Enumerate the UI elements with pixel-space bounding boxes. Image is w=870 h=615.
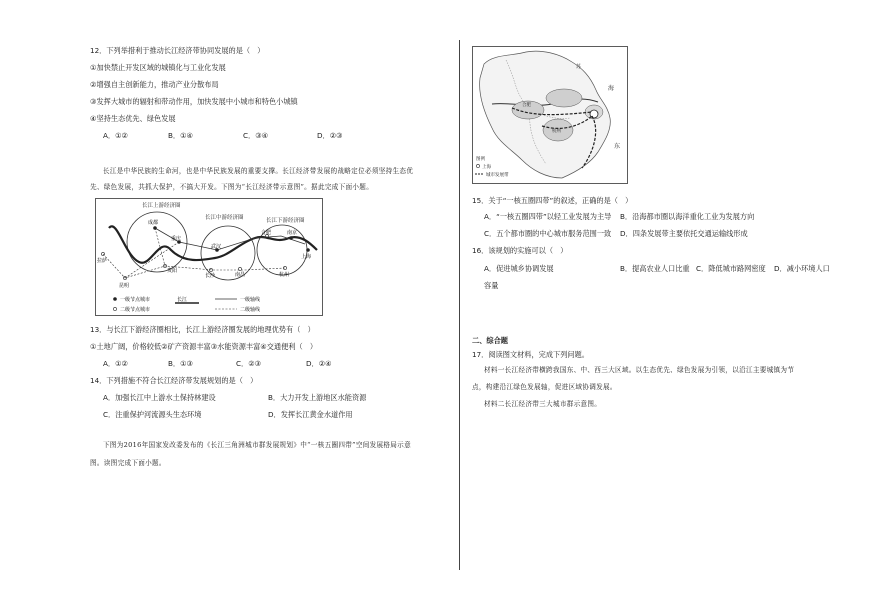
city-nanchang: 南昌 [235,272,246,278]
q15-stem: 15．关于“一核五圈四带”的叙述，正确的是（ ） [472,196,633,205]
q15-choice-a[interactable]: A．“一核五圈四带”以轻工业发展为主导 [484,212,612,221]
middle-circle-label: 长江中游经济圈 [205,215,244,221]
intro1-line1: 长江是中华民族的生命河，也是中华民族发展的重要支撑。长江经济带发展的战略定位必须坚持生态优 [103,167,414,175]
city-chongqing: 重庆 [171,236,182,242]
map-label-hangzhou: 杭州 [552,129,561,134]
yangtze-belt-diagram [95,198,323,316]
map-legend-title: 图例 [476,157,485,162]
q13-choice-b[interactable]: B．①③ [168,359,194,368]
column-divider [459,40,460,570]
q17-material1-line1: 材料一长江经济带横跨我国东、中、西三大区域。以生态优先、绿色发展为引领，以沿江主要城镇为节 [484,366,795,374]
q13-choice-c[interactable]: C．②③ [236,359,262,368]
q16-choice-c[interactable]: C．降低城市路网密度 [696,264,766,273]
map-legend-shanghai: 上海 [482,165,491,170]
city-changsha: 长沙 [205,273,216,279]
city-hangzhou: 杭州 [279,272,290,278]
map-label-sea: 海 [608,85,615,92]
city-nanjing: 南京 [287,230,298,236]
q12-stem: 12．下列举措利于推动长江经济带协同发展的是（ ） [90,46,265,55]
q17-material2: 材料二长江经济带三大城市群示意图。 [484,400,602,408]
city-hefei: 合肥 [261,230,272,236]
q15-choice-b[interactable]: B．沿海都市圈以海洋重化工业为发展方向 [620,212,755,221]
q12-choice-d[interactable]: D．②③ [317,131,343,140]
q15-choice-c[interactable]: C．五个都市圈的中心城市服务范围一致 [484,229,612,238]
map-label-east: 东 [614,143,621,150]
legend-river: 长江 [177,297,188,303]
q13-options: ①土地广阔，价格较低②矿产资源丰富③水能资源丰富④交通便利（ ） [90,342,318,351]
upper-circle-label: 长江上游经济圈 [142,203,181,209]
intro1-line2: 先、绿色发展，共抓大保护，不搞大开发。下图为“长江经济带示意图”。据此完成下面小题。 [90,183,374,191]
map-legend-belt: 城市发展带 [486,173,509,178]
yangtze-delta-map [472,46,628,184]
q12-option-3: ③发挥大城市的辐射和带动作用，加快发展中小城市和特色小城镇 [90,97,298,106]
city-lasa: 拉萨 [97,258,108,264]
q13-choice-d[interactable]: D．②④ [306,359,332,368]
legend-first-axis: 一级轴线 [240,297,261,303]
city-wuhan: 武汉 [211,244,222,250]
q14-choice-a[interactable]: A．加强长江中上游水土保持林建设 [103,393,216,402]
city-chengdu: 成都 [148,220,159,226]
q16-stem: 16．该规划的实施可以（ ） [472,246,568,255]
legend-second-axis: 二级轴线 [240,307,261,313]
city-guiyang: 贵阳 [167,268,178,274]
q12-choice-a[interactable]: A．①② [103,131,128,140]
q17-stem: 17．阅读图文材料，完成下列问题。 [472,350,589,359]
q14-choice-d[interactable]: D．发挥长江黄金水道作用 [268,410,353,419]
city-shanghai: 上海 [301,254,312,260]
q17-material1-line2: 点，构建沿江绿色发展轴，促进区域协调发展。 [472,383,617,391]
q13-choice-a[interactable]: A．①② [103,359,128,368]
q12-choice-b[interactable]: B．①④ [168,131,194,140]
intro2-line2: 图。读图完成下面小题。 [90,459,166,467]
q12-option-1: ①加快禁止开发区域的城镇化与工业化发展 [90,63,226,72]
map-label-hefei: 合肥 [522,103,531,108]
q12-option-2: ②增强自主创新能力，推动产业分散布局 [90,80,219,89]
city-kunming: 昆明 [119,283,130,289]
q16-choice-b[interactable]: B．提高农业人口比重 [620,264,690,273]
legend-second-level-city: 二级节点城市 [120,307,151,313]
q12-option-4: ④坚持生态优先、绿色发展 [90,114,176,123]
lower-circle-label: 长江下游经济圈 [266,218,305,224]
q14-choice-c[interactable]: C．注重保护河流源头生态环境 [103,410,202,419]
q15-choice-d[interactable]: D．四条发展带主要依托交通运输线形成 [620,229,748,238]
q13-stem: 13．与长江下游经济圈相比，长江上游经济圈发展的地理优势有（ ） [90,325,315,334]
section2-title: 二、综合题 [472,336,508,345]
q14-stem: 14．下列措施不符合长江经济带发展规划的是（ ） [90,376,258,385]
map-label-jiangsu: 苏 [576,64,582,70]
q16-choice-d-cont: 容量 [484,281,499,290]
legend-first-level-city: 一级节点城市 [120,297,151,303]
q16-choice-a[interactable]: A．促进城乡协调发展 [484,264,554,273]
q14-choice-b[interactable]: B．大力开发上游地区水能资源 [268,393,367,402]
q12-choice-c[interactable]: C．③④ [243,131,269,140]
q16-choice-d[interactable]: D．减小环境人口 [774,264,830,273]
intro2-line1: 下图为2016年国家发改委发布的《长江三角洲城市群发展规划》中“一核五圈四带”空间发展格局示意 [103,441,411,449]
